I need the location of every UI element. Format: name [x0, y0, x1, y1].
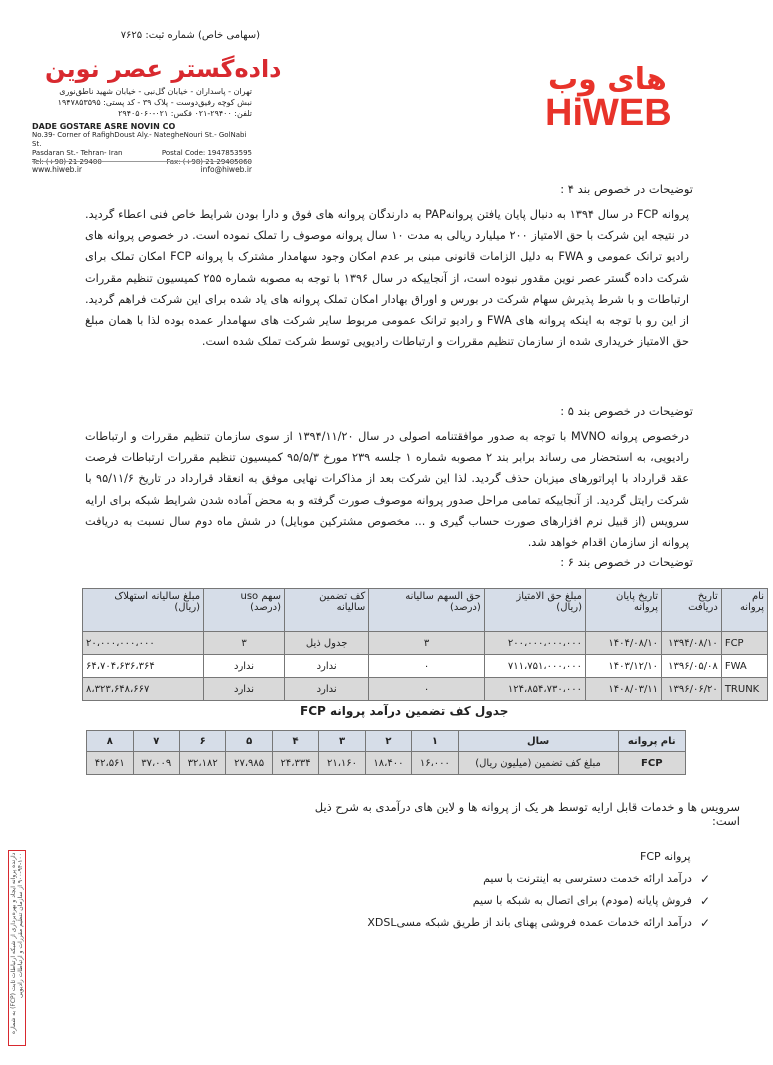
cap-th-y2: ۲	[365, 731, 411, 752]
side-license-note	[8, 850, 24, 1045]
list-item	[330, 868, 710, 890]
address-line-1: تهران - پاسداران - خیابان گل‌نبی - خیابان شهید ناطق‌نوری	[59, 87, 252, 96]
cap-th-y4: ۴	[272, 731, 318, 752]
cell: ۲۰۰،۰۰۰،۰۰۰،۰۰۰	[484, 632, 585, 655]
th-receive-date: تاریخ دریافت	[662, 589, 722, 632]
licenses-table	[82, 588, 768, 701]
table-header-row	[83, 589, 768, 632]
table-row	[83, 632, 768, 655]
table-row	[83, 655, 768, 678]
cap-value: ۲۷،۹۸۵	[226, 752, 272, 775]
cell: ۱۴۰۸/۰۳/۱۱	[586, 678, 662, 701]
company-legal-form: (سهامی خاص) شماره ثبت: ۷۶۲۵	[120, 30, 260, 41]
cell: FCP	[721, 632, 767, 655]
cell: ندارد	[284, 678, 368, 701]
cap-value: ۴۲،۵۶۱	[87, 752, 134, 775]
th-end-date: تاریخ پایان پروانه	[586, 589, 662, 632]
cap-th-y5: ۵	[226, 731, 272, 752]
cell: ۱۳۹۶/۰۵/۰۸	[662, 655, 722, 678]
cell: ۸،۳۲۳،۶۴۸،۶۶۷	[83, 678, 204, 701]
services-list	[330, 868, 710, 934]
cell: ۱۳۹۴/۰۸/۱۰	[662, 632, 722, 655]
cap-th-y7: ۷	[133, 731, 179, 752]
cell: FWA	[721, 655, 767, 678]
section4-title: توضیحات در خصوص بند ۴ :	[560, 182, 693, 196]
cell: ۳	[369, 632, 484, 655]
th-concession-fee: مبلغ حق الامتیاز (ریال)	[484, 589, 585, 632]
checkmark-icon: ✓	[699, 916, 710, 930]
side-note-text: دارنده پروانه ایجاد و بهره‌برداری از شبکه ارتباطات ثابت (FCP) به شماره ۱۰۰-۹۴-۹۰۰ از سازمان تنظیم مقررات و ارتباطات رادیویی	[8, 850, 26, 1046]
section5-title: توضیحات در خصوص بند ۵ :	[560, 404, 693, 418]
cell: ۲۰،۰۰۰،۰۰۰،۰۰۰	[83, 632, 204, 655]
address-line-2: نبش کوچه رفیق‌دوست - پلاک ۳۹ - کد پستی: ۱۹۴۷۸۵۳۵۹۵	[57, 98, 252, 107]
cell: ۷۱۱،۷۵۱،۰۰۰،۰۰۰	[484, 655, 585, 678]
checkmark-icon: ✓	[699, 872, 710, 886]
cap-th-license: نام پروانه	[618, 731, 685, 752]
cell: TRUNK	[721, 678, 767, 701]
cap-values-row	[87, 752, 686, 775]
fcp-license-title: پروانه FCP	[640, 850, 691, 863]
cap-row-label: مبلغ کف تضمین (میلیون ریال)	[458, 752, 618, 775]
cap-value: ۳۲،۱۸۲	[179, 752, 225, 775]
cap-value: ۱۶،۰۰۰	[412, 752, 458, 775]
cell: ۱۳۹۶/۰۶/۲۰	[662, 678, 722, 701]
list-item-text: درآمد ارائه خدمت دسترسی به اینترنت با سیم	[483, 872, 692, 885]
address-en-2: Pasdaran St.- Tehran- Iran	[32, 149, 123, 157]
services-intro: سرویس ها و خدمات قابل ارایه توسط هر یک از پروانه ها و لاین های درآمدی به شرح ذیل است:	[314, 800, 740, 828]
company-name-en: DADE GOSTARE ASRE NOVIN CO	[32, 122, 176, 131]
th-annual-amortization: مبلغ سالیانه استهلاک (ریال)	[83, 589, 204, 632]
cap-value: ۲۴،۳۳۴	[272, 752, 318, 775]
cap-value: ۱۸،۴۰۰	[365, 752, 411, 775]
hiweb-logo-fa: های وب	[548, 62, 667, 97]
address-en-1: No.39- Corner of RafighDoust Aly.- NateghеNouri St.- GolNabi St.	[32, 131, 247, 148]
cap-th-year: سال	[458, 731, 618, 752]
cell: ۱۴۰۴/۰۸/۱۰	[586, 632, 662, 655]
section6-title: توضیحات در خصوص بند ۶ :	[560, 555, 693, 569]
hiweb-logo-en: HiWEB	[545, 92, 672, 134]
cap-value: ۲۱،۱۶۰	[319, 752, 365, 775]
cell: ندارد	[284, 655, 368, 678]
tel-en: Tel: (+98) 21 29400	[32, 158, 102, 166]
th-license-name: نام پروانه	[721, 589, 767, 632]
table-row	[83, 678, 768, 701]
cap-th-y6: ۶	[179, 731, 225, 752]
phone-fa: تلفن: ۲۹۴۰۰-۰۲۱ فکس: ۰۲۱-۲۹۴۰۵۰۶۰	[118, 109, 252, 118]
cell: جدول ذیل	[284, 632, 368, 655]
cap-th-y8: ۸	[87, 731, 134, 752]
cap-th-y3: ۳	[319, 731, 365, 752]
list-item-text: فروش پایانه (مودم) برای اتصال به شبکه با سیم	[472, 894, 692, 907]
th-annual-guarantee: کف تضمین سالیانه	[284, 589, 368, 632]
website-link[interactable]: www.hiweb.ir	[32, 165, 82, 174]
cap-th-y1: ۱	[412, 731, 458, 752]
section5-body: درخصوص پروانه MVNO با توجه به صدور موافقتنامه اصولی در سال ۱۳۹۴/۱۱/۲۰ از سوی سازمان تنظیم مقررات و ارتباطات رادیویی، به استحضار می رساند برابر بند ۲ مصوبه شماره ۱ جلسه ۲۳۹ مورخ ۹۵/۵/۳ کمیسیون تنظیم مقررات ارتباطات فرصت عقد قرارداد با اپراتورهای میزبان حذف گردید. لذا این شرکت بعد از مذاکرات نهایی موفق به انعقاد قرارداد در تاریخ ۹۵/۱۱/۶ با شرکت رایتل گردید. از آنجاییکه تمامی مراحل صدور پروانه موصوف صورت گرفته و به محض آماده شدن شرایط شبکه برای ارایه سرویس (از قبیل نرم افزارهای صورت حساب گیری و ... مخصوص مشترکین موبایل) در شش ماه دوم سال نسبت به دریافت پروانه از سازمان اقدام خواهد شد.	[85, 430, 690, 550]
section4-body: پروانه FCP در سال ۱۳۹۴ به دنبال پایان یافتن پروانهPAP به دارندگان پروانه های فوق و دارا بودن شرایط خاص فنی اعطاء گردید. در نتیجه این شرکت با حق الامتیاز ۲۰۰ میلیارد ریالی به مدت ۱۰ سال پروانه موصوف را تملک نموده است. در خصوص پروانه های رادیو ترانک عمومی و FWA به دلیل الزامات قانونی مبنی بر عدم امکان وجود سهامدار مشترک با پروانه FCP امکان تملک برای شرکت داده گستر عصر نوین مقدور نبوده است، از آنجاییکه در سال ۱۳۹۶ با توجه به مصوبه شماره ۲۵۵ کمیسیون تنظیم مقررات ارتباطات و با شرط پذیرش سهام شرکت در بورس و اوراق بهادار امکان تملک پروانه های یاد شده برای این شرکت فراهم گردید. از این رو با توجه به اینکه پروانه های FWA و رادیو ترانک عمومی مربوط سایر شرکت های سهامدار عمده بوده لذا با همان مبلغ حق الامتیاز خریداری شده از سازمان تنظیم مقررات و ارتباطات رادیویی توسط شرکت تملک شده است.	[85, 208, 690, 349]
company-brand-name: داده‌گستر عصر نوین	[45, 55, 282, 83]
checkmark-icon: ✓	[699, 894, 710, 908]
cell: ندارد	[204, 678, 285, 701]
th-annual-share: حق السهم سالیانه (درصد)	[369, 589, 484, 632]
fcp-cap-table	[86, 730, 686, 775]
company-address-fa	[32, 86, 252, 119]
cell: ۰	[369, 678, 484, 701]
cap-table-caption: جدول کف تضمین درآمد پروانه FCP	[300, 704, 509, 718]
cell: ۰	[369, 655, 484, 678]
list-item	[330, 912, 710, 934]
list-item	[330, 890, 710, 912]
cap-value: ۳۷،۰۰۹	[133, 752, 179, 775]
cell: ۶۴،۷۰۴،۶۳۶،۳۶۴	[83, 655, 204, 678]
cell: ۱۴۰۳/۱۲/۱۰	[586, 655, 662, 678]
fax-en: Fax: (+98) 21 29405060	[166, 158, 252, 166]
postal-code: Postal Code: 1947853595	[161, 149, 252, 157]
cell: ۱۲۴،۸۵۴،۷۳۰،۰۰۰	[484, 678, 585, 701]
cell: ندارد	[204, 655, 285, 678]
email-link[interactable]: info@hiweb.ir	[200, 165, 252, 174]
th-uso-share: سهم uso (درصد)	[204, 589, 285, 632]
cell: ۳	[204, 632, 285, 655]
list-item-text: درآمد ارائه خدمات عمده فروشی پهنای باند از طریق شبکه مسیXDSL	[367, 916, 692, 929]
cap-header-row	[87, 731, 686, 752]
company-contact	[32, 161, 252, 174]
cap-license: FCP	[618, 752, 685, 775]
